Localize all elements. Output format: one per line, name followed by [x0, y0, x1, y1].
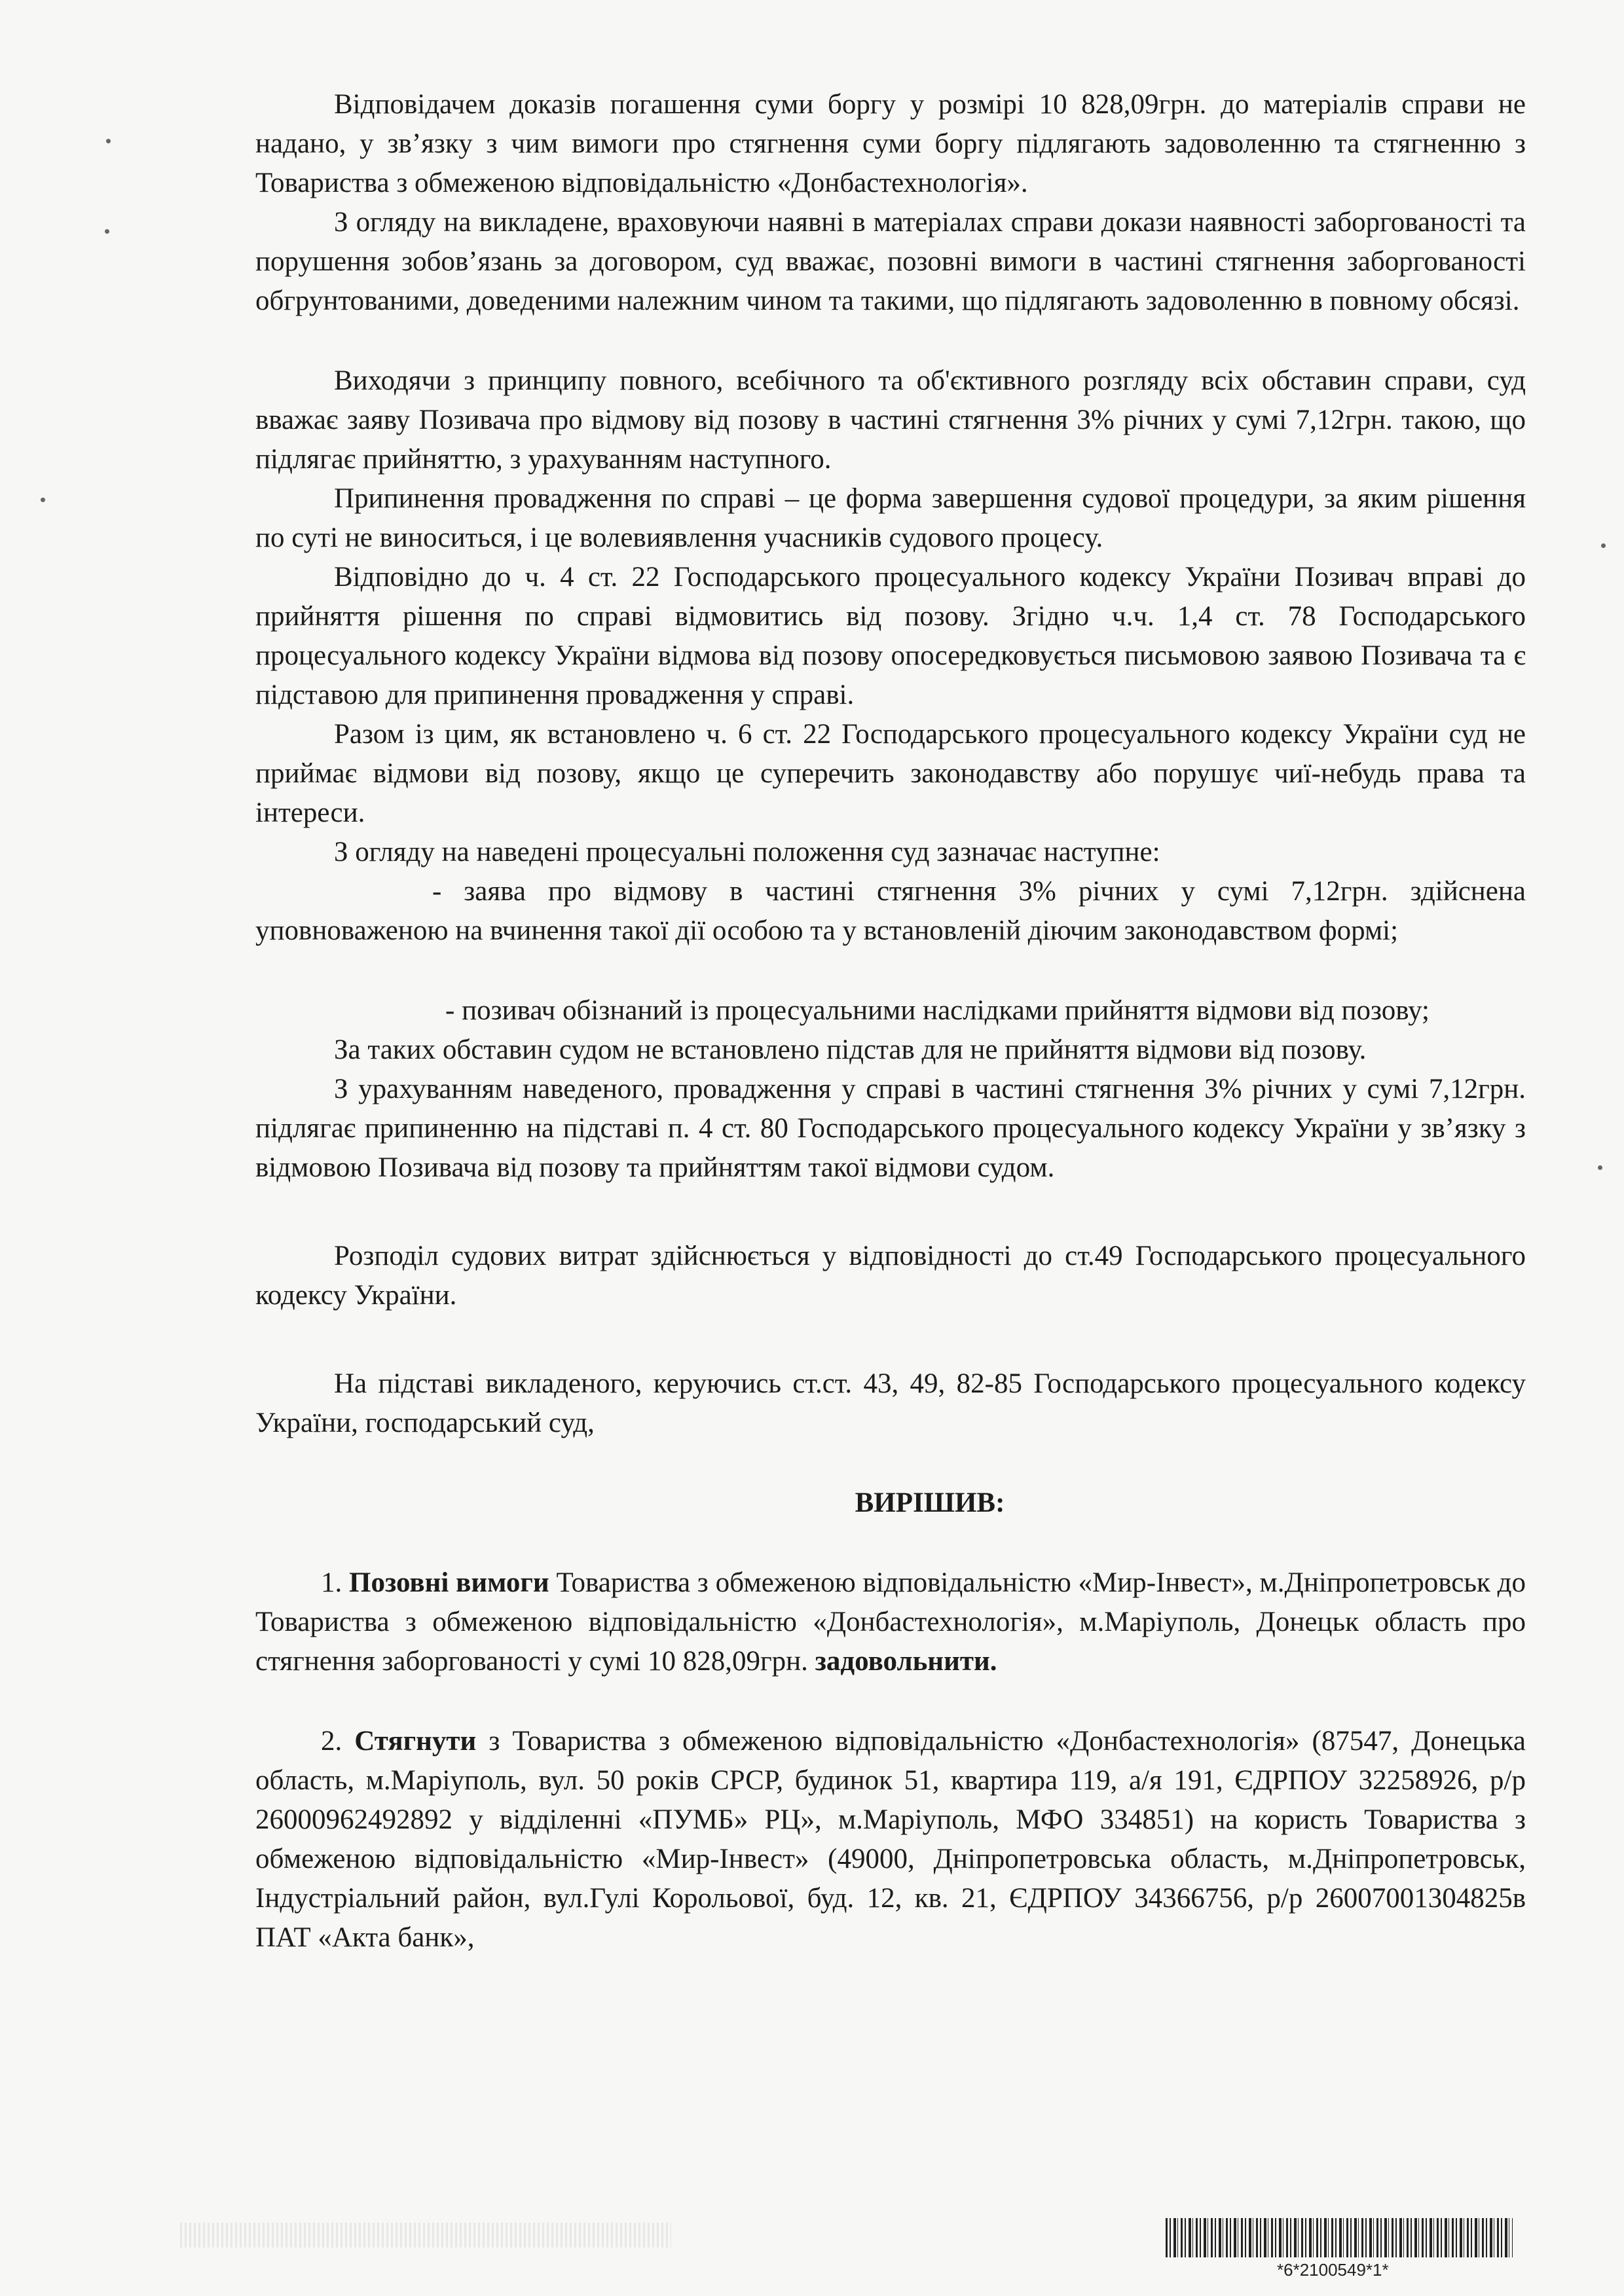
scan-speck	[1601, 543, 1606, 548]
bold-text: Стягнути	[354, 1726, 477, 1757]
paragraph: Розподіл судових витрат здійснюється у відповідності до ст.49 Господарського процесуального кодексу України.	[255, 1241, 1526, 1311]
bold-text: задовольнити.	[815, 1646, 997, 1677]
item-text: Товариства з обмеженою відповідальністю «Мир-Інвест», м.Дніпропетровськ до Товариства з обмеженою відповідальністю «Донбастехнологія», м.Маріуполь, Донецьк область про стягнення заборгованості у сумі 10 828,09грн.	[255, 1567, 1526, 1677]
decision-heading: ВИРІШИВ:	[855, 1487, 1005, 1518]
item-number: 2.	[321, 1726, 342, 1757]
decision-item-2	[255, 1722, 1526, 1958]
paragraph: За таких обставин судом не встановлено підстав для не прийняття відмови від позову.	[334, 1034, 1367, 1065]
decision-item-1	[255, 1563, 1526, 1681]
barcode-number: *6*2100549*1*	[1277, 2260, 1389, 2280]
document-body	[255, 85, 1526, 1958]
paragraph: З огляду на викладене, враховуючи наявні в матеріалах справи докази наявності заборгованості та порушення зобов’язань за договором, суд вважає, позовні вимоги в частині стягнення заборгованості обгрунтованими, доведеними належним чином та такими, що підлягають задоволенню в повному обсязі.	[255, 207, 1526, 316]
item-text: з Товариства з обмеженою відповідальністю «Донбастехнологія» (87547, Донецька область, м.Маріуполь, вул. 50 років СРСР, будинок 51, квартира 119, а/я 191, ЄДРПОУ 32258926, р/р 26000962492892 у відділенні «ПУМБ» РЦ», м.Маріуполь, МФО 334851) на користь Товариства з обмеженою відповідальністю «Мир-Інвест» (49000, Дніпропетровська область, м.Дніпропетровськ, Індустріальний район, вул.Гулі Корольової, буд. 12, кв. 21, ЄДРПОУ 34366756, р/р 26007001304825в ПАТ «Акта банк»,	[255, 1726, 1526, 1953]
scan-speck	[105, 229, 109, 234]
paragraph: Виходячи з принципу повного, всебічного та об'єктивного розгляду всіх обставин справи, суд вважає заяву Позивача про відмову від позову в частині стягнення 3% річних у сумі 7,12грн. такою, що підлягає прийняттю, з урахуванням наступного.	[255, 365, 1526, 475]
paragraph: З урахуванням наведеного, провадження у справі в частині стягнення 3% річних у сумі 7,12грн. підлягає припиненню на підставі п. 4 ст. 80 Господарського процесуального кодексу України у зв’язку з відмовою Позивача від позову та прийняттям такої відмови судом.	[255, 1074, 1526, 1183]
list-item: - заява про відмову в частині стягнення 3% річних у сумі 7,12грн. здійснена уповноваженою на вчинення такої дії особою та у встановленій діючим законодавством формі;	[255, 876, 1526, 946]
scan-speck	[106, 139, 111, 143]
list-item: - позивач обізнаний із процесуальними наслідками прийняття відмови від позову;	[445, 995, 1430, 1026]
paragraph: Відповідно до ч. 4 ст. 22 Господарського процесуального кодексу України Позивач вправі до прийняття рішення по справі відмовитись від позову. Згідно ч.ч. 1,4 ст. 78 Господарського процесуального кодексу України відмова від позову опосередковується письмовою заявою Позивача та є підставою для припинення провадження у справі.	[255, 562, 1526, 710]
bold-text: Позовні вимоги	[349, 1567, 549, 1598]
paragraph: На підставі викладеного, керуючись ст.ст. 43, 49, 82-85 Господарського процесуального кодексу України, господарський суд,	[255, 1368, 1526, 1438]
barcode	[1166, 2218, 1513, 2257]
paragraph: Відповідачем доказів погашення суми боргу у розмірі 10 828,09грн. до матеріалів справи не надано, у зв’язку з чим вимоги про стягнення суми боргу підлягають задоволенню та стягненню з Товариства з обмеженою відповідальністю «Донбастехнологія».	[255, 89, 1526, 198]
paragraph: З огляду на наведені процесуальні положення суд зазначає наступне:	[334, 837, 1160, 867]
scan-speck	[1598, 1165, 1602, 1170]
item-number: 1.	[321, 1567, 342, 1598]
paragraph: Разом із цим, як встановлено ч. 6 ст. 22 Господарського процесуального кодексу України суд не приймає відмови від позову, якщо це суперечить законодавству або порушує чиї-небудь права та інтереси.	[255, 719, 1526, 828]
bleed-through-barcode	[180, 2223, 671, 2248]
scan-speck	[41, 498, 45, 502]
paragraph: Припинення провадження по справі – це форма завершення судової процедури, за яким рішення по суті не виноситься, і це волевиявлення учасників судового процесу.	[255, 483, 1526, 553]
